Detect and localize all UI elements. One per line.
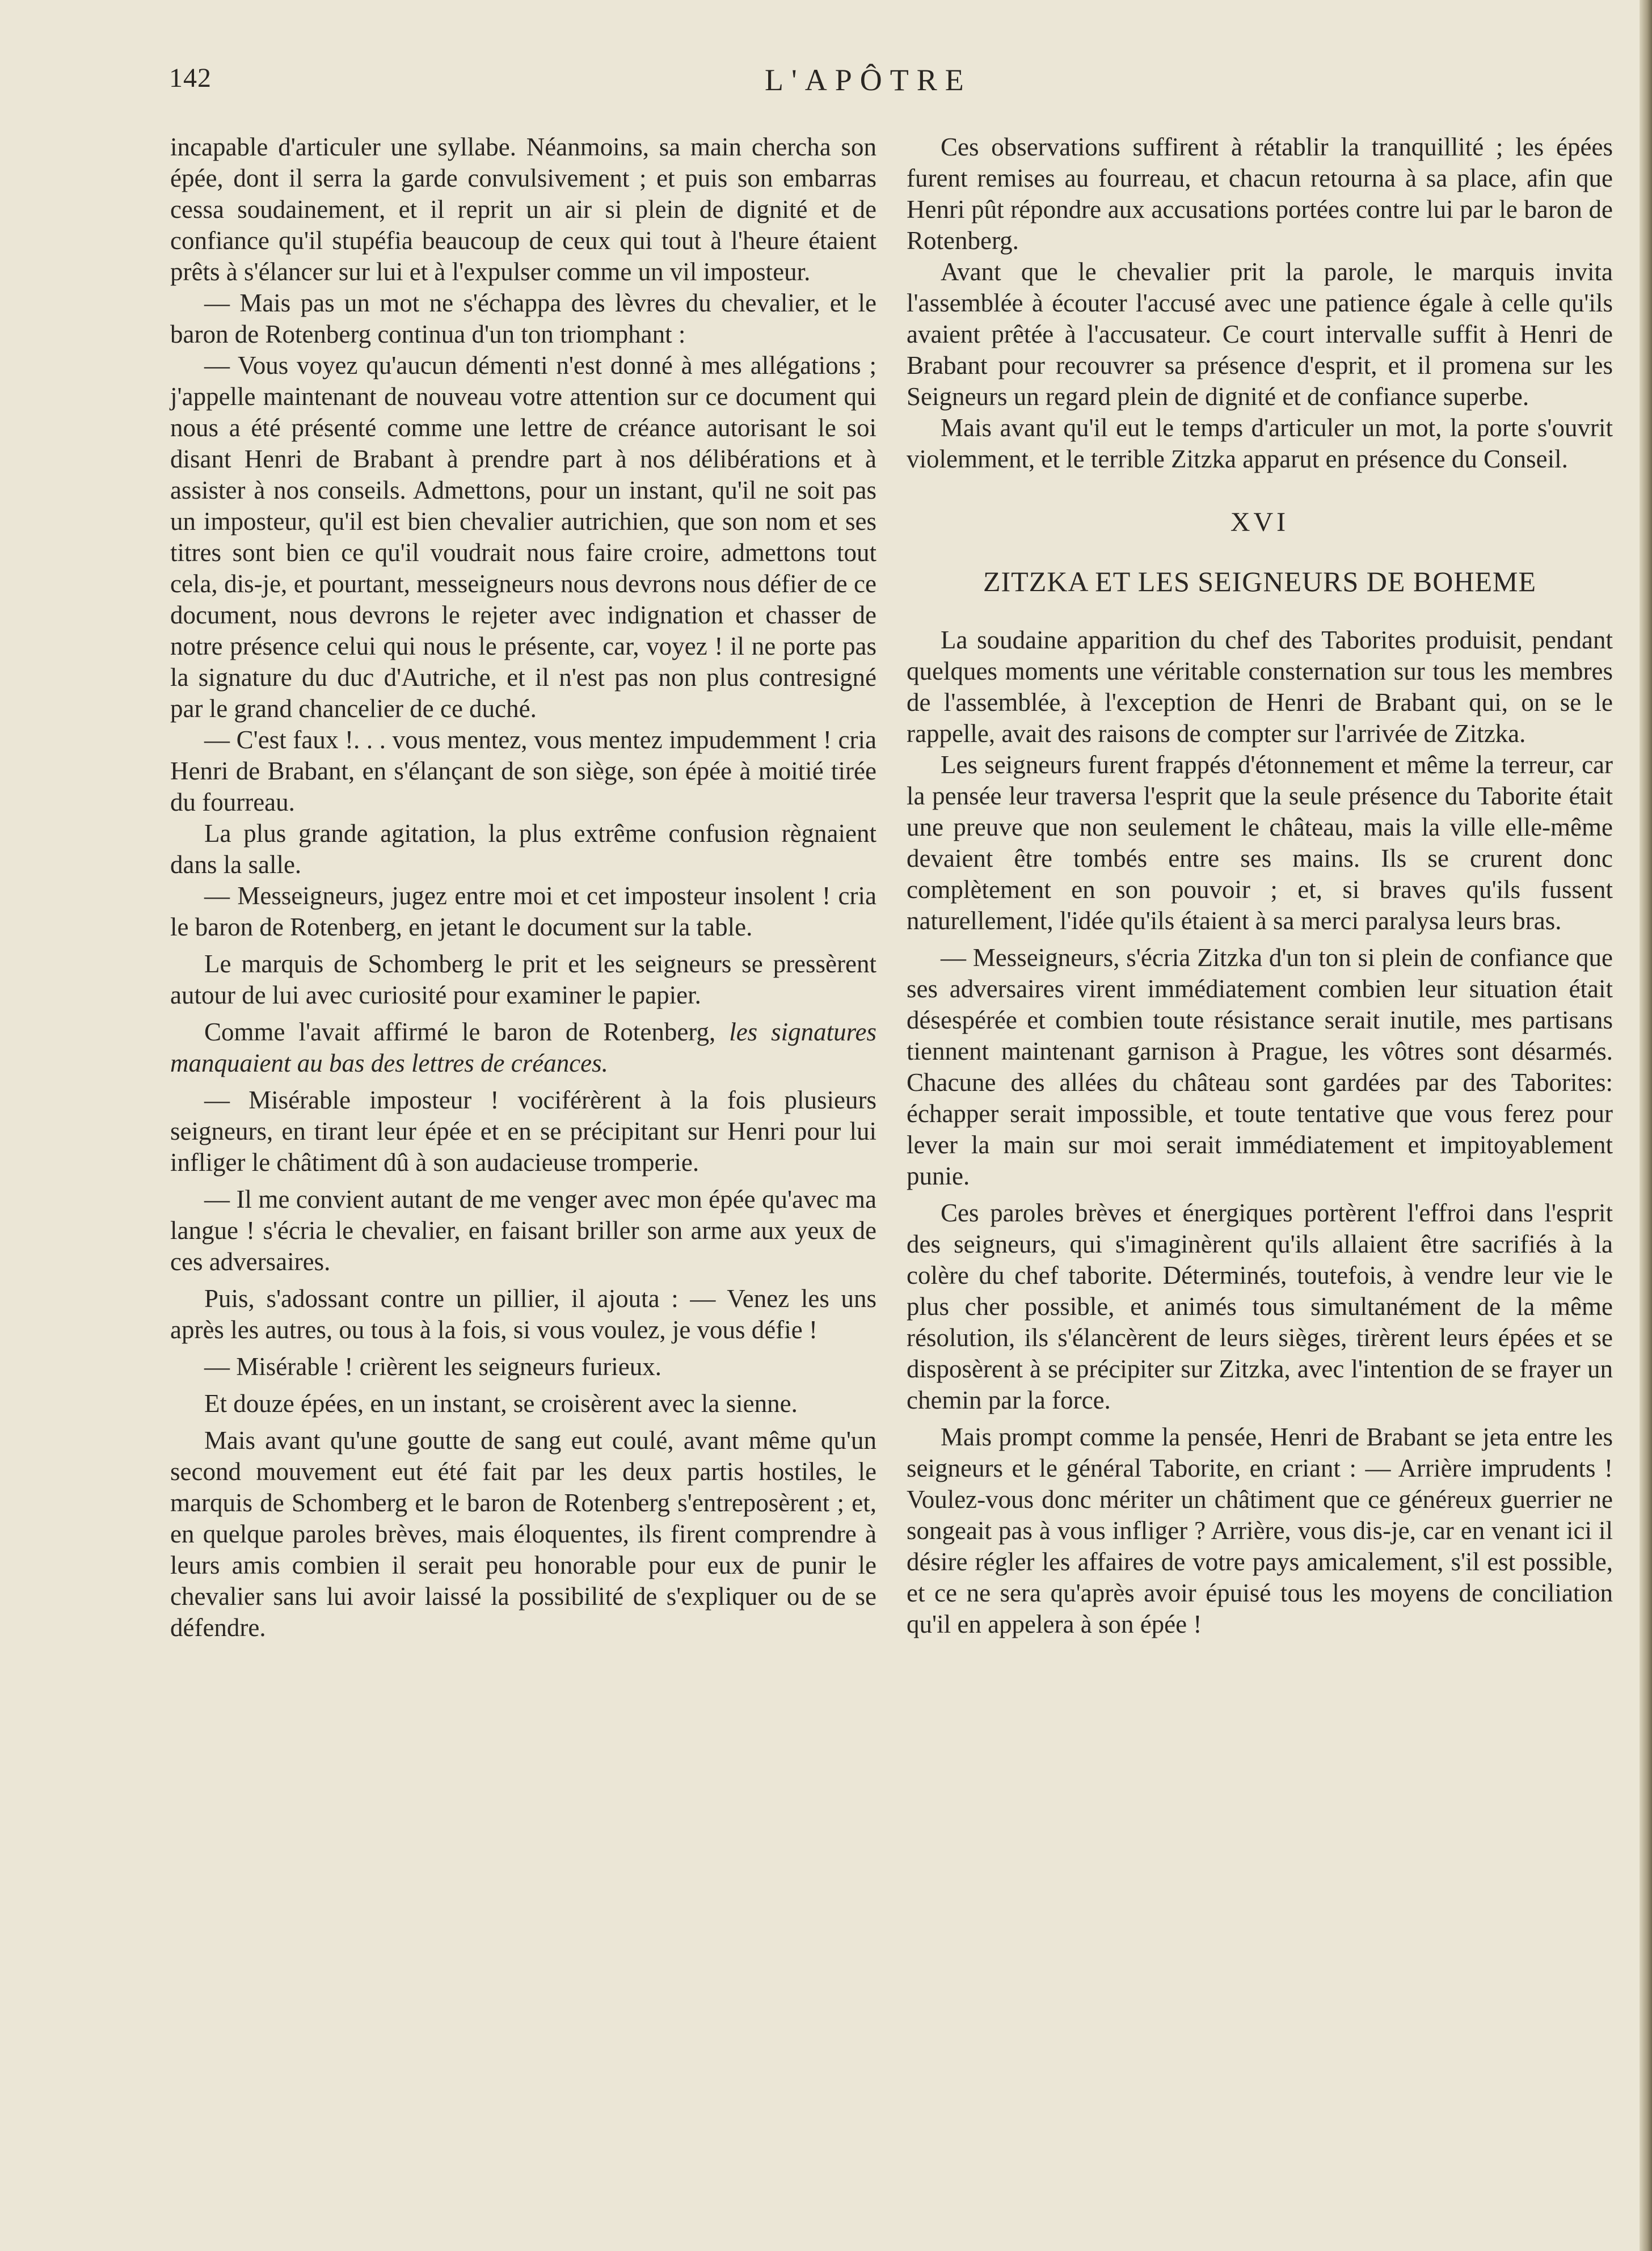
paragraph: incapable d'articuler une syllabe. Néanmoins, sa main chercha son épée, dont il serra la garde convulsivement ; et puis son embarras cessa soudainement, et il reprit un air si plein de dignité et de confiance qu'il stupéfia beaucoup de ceux qui tout à l'heure étaient prêts à s'élancer sur lui et à l'expulser comme un vil imposteur. (170, 133, 876, 286)
page-edge (1640, 0, 1652, 2251)
quote-italic: les signatures manquaient au bas des lettres de créances. (170, 1018, 876, 1077)
paragraph: — Vous voyez qu'aucun démenti n'est donné à mes allégations ; j'appelle maintenant de nouveau votre attention sur ce document qui nous a été présenté comme une lettre de créance autorisant le soi disant Henri de Brabant à prendre part à nos délibérations et à assister à nos conseils. Admettons, pour un instant, qu'il ne soit pas un imposteur, qu'il est bien chevalier autrichien, que son nom et ses titres sont bien ce qu'il voudrait nous faire croire, admettons tout cela, dis-je, et pourtant, messeigneurs nous devrons nous défier de ce document, nous devrons le rejeter avec indignation et chasser de notre présence celui qui nous le présente, car, voyez ! il ne porte pas la signature du duc d'Autriche, et il n'est pas non plus contresigné par le grand chancelier de ce duché. (170, 351, 876, 723)
paragraph: — Il me convient autant de me venger avec mon épée qu'avec ma langue ! s'écria le chevalier, en faisant briller son arme aux yeux de ces adversaires. (170, 1185, 876, 1276)
paragraph: Le marquis de Schomberg le prit et les seigneurs se pressèrent autour de lui avec curiosité pour examiner le papier. (170, 950, 876, 1009)
paragraph: — Messeigneurs, s'écria Zitzka d'un ton si plein de confiance que ses adversaires virent immédiatement combien leur situation était désespérée et combien toute résistance serait inutile, mes partisans tiennent maintenant garnison à Prague, les vôtres sont désarmés. Chacune des allées du château sont gardées par des Taborites: échapper serait impossible, et toute tentative que vous ferez pour lever la main sur moi serait immédiatement et impitoyablement punie. (907, 943, 1613, 1190)
page-number: 142 (169, 63, 212, 93)
paragraph: Les seigneurs furent frappés d'étonnement et même la terreur, car la pensée leur traversa l'esprit que la seule présence du Taborite était une preuve que non seulement le château, mais la ville elle-même devaient être tombés entre ses mains. Ils se crurent donc complètement en son pouvoir ; et, si braves qu'ils fussent naturellement, l'idée qu'ils étaient à sa merci paralysa leurs bras. (907, 751, 1613, 935)
paragraph: Mais avant qu'une goutte de sang eut coulé, avant même qu'un second mouvement eut été fait par les deux partis hostiles, le marquis de Schomberg et le baron de Rotenberg s'entreposèrent ; et, en quelque paroles brèves, mais éloquentes, ils firent comprendre à leurs amis combien il serait peu honorable pour eux de punir le chevalier sans lui avoir laissé la possibilité de s'expliquer ou de se défendre. (170, 1426, 876, 1642)
page-header (169, 62, 1616, 113)
paragraph: Ces observations suffirent à rétablir la tranquillité ; les épées furent remises au fourreau, et chacun retourna à sa place, afin que Henri pût répondre aux accusations portées contre lui par le baron de Rotenberg. (907, 133, 1613, 255)
paragraph: — Misérable imposteur ! vociférèrent à la fois plusieurs seigneurs, en tirant leur épée et en se précipitant sur Henri pour lui infliger le châtiment dû à son audacieuse tromperie. (170, 1086, 876, 1177)
quote-lead: Comme l'avait affirmé le baron de Rotenberg, (204, 1018, 730, 1046)
paragraph: — Misérable ! crièrent les seigneurs furieux. (204, 1352, 661, 1381)
chapter-title: ZITZKA ET LES SEIGNEURS DE BOHEME (983, 566, 1537, 597)
paragraph: Et douze épées, en un instant, se croisèrent avec la sienne. (204, 1389, 798, 1418)
paragraph: — Messeigneurs, jugez entre moi et cet imposteur insolent ! cria le baron de Rotenberg, en jetant le document sur la table. (170, 882, 876, 941)
paragraph: — C'est faux !. . . vous mentez, vous mentez impudemment ! cria Henri de Brabant, en s'élançant de son siège, son épée à moitié tirée du fourreau. (170, 726, 876, 816)
paragraph: Puis, s'adossant contre un pillier, il ajouta : — Venez les uns après les autres, ou tous à la fois, si vous voulez, je vous défie ! (170, 1284, 876, 1344)
paragraph: La soudaine apparition du chef des Taborites produisit, pendant quelques moments une véritable consternation sur tous les membres de l'assemblée, à l'exception de Henri de Brabant qui, on se le rappelle, avait des raisons de compter sur l'arrivée de Zitzka. (907, 626, 1613, 748)
paragraph (170, 1017, 876, 1079)
paragraph: Mais prompt comme la pensée, Henri de Brabant se jeta entre les seigneurs et le général Taborite, en criant : — Arrière imprudents ! Voulez-vous donc mériter un châtiment que ce généreux guerrier ne songeait pas à vous infliger ? Arrière, vous dis-je, car en venant ici il désire régler les affaires de votre pays amicalement, s'il est possible, et ce ne sera qu'après avoir épuisé tous les moyens de conciliation qu'il en appelera à son épée ! (907, 1423, 1613, 1638)
left-column (170, 132, 876, 1643)
paragraph: Avant que le chevalier prit la parole, le marquis invita l'assemblée à écouter l'accusé avec une patience égale à celle qu'ils avaient prêtée à l'accusateur. Ce court intervalle suffit à Henri de Brabant pour recouvrer sa présence d'esprit, et il promena sur les Seigneurs un regard plein de dignité et de confiance superbe. (907, 258, 1613, 411)
chapter-number: XVI (1230, 507, 1289, 537)
paragraph: La plus grande agitation, la plus extrême confusion règnaient dans la salle. (170, 819, 876, 879)
paragraph: — Mais pas un mot ne s'échappa des lèvres du chevalier, et le baron de Rotenberg continua d'un ton triomphant : (170, 289, 876, 348)
right-column (907, 132, 1613, 1640)
paragraph: Ces paroles brèves et énergiques portèrent l'effroi dans l'esprit des seigneurs, qui s'imaginèrent qu'ils allaient être sacrifiés à la colère du chef taborite. Déterminés, toutefois, à vendre leur vie le plus cher possible, et animés tous simultanément de la même résolution, ils s'élancèrent de leurs sièges, tirèrent leurs épées et se disposèrent à se précipiter sur Zitzka, avec l'intention de se frayer un chemin par la force. (907, 1199, 1613, 1414)
paragraph: Mais avant qu'il eut le temps d'articuler un mot, la porte s'ouvrit violemment, et le terrible Zitzka apparut en présence du Conseil. (907, 414, 1613, 473)
running-title: L'APÔTRE (765, 63, 972, 97)
